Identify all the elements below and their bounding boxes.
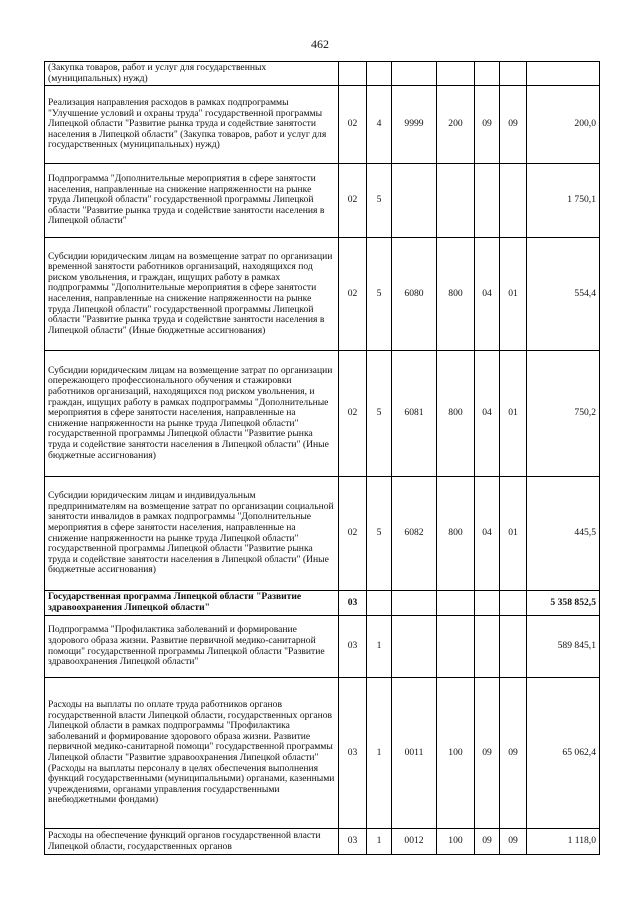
- subprogram-code: 1: [367, 829, 392, 855]
- direction-code: [392, 616, 437, 678]
- subsection-code: 01: [500, 477, 527, 591]
- subsection-code: [500, 616, 527, 678]
- amount: 589 845,1: [527, 616, 600, 678]
- subsection-code: [500, 591, 527, 616]
- row-name: Субсидии юридическим лицам и индивидуальным предпринимателям на возмещение затрат по организации социальной занятости инвалидов в рамках подпрограммы "Дополнительные мероприятия в сфере занятости населения, направленные на снижение напряженности на рынке труда Липецкой области" государственной программы Липецкой области "Развитие рынка труда и содействие занятости населения в Липецкой области" (Иные бюджетные ассигнования): [45, 477, 339, 591]
- amount: 1 118,0: [527, 829, 600, 855]
- row-name: Субсидии юридическим лицам на возмещение затрат по организации опережающего профессионального обучения и стажировки работников организаций, находящихся под риском увольнения, и граждан, ищущих работу в рамках подпрограммы "Дополнительные мероприятия в сфере занятости населения, направленные на снижение напряженности на рынке труда Липецкой области" государственной программы Липецкой области "Развитие рынка труда и содействие занятости населения в Липецкой области" (Иные бюджетные ассигнования): [45, 351, 339, 477]
- direction-code: 9999: [392, 86, 437, 164]
- program-code: 02: [339, 164, 367, 238]
- section-code: [475, 164, 500, 238]
- program-code: 02: [339, 86, 367, 164]
- subsection-code: 09: [500, 86, 527, 164]
- direction-code: 6082: [392, 477, 437, 591]
- expense-type-code: [437, 62, 475, 86]
- expense-type-code: [437, 616, 475, 678]
- section-code: 09: [475, 678, 500, 829]
- direction-code: [392, 164, 437, 238]
- section-code: [475, 62, 500, 86]
- amount: 5 358 852,5: [527, 591, 600, 616]
- subsection-code: 01: [500, 351, 527, 477]
- subprogram-code: 5: [367, 477, 392, 591]
- budget-table: [44, 61, 600, 855]
- section-code: 04: [475, 477, 500, 591]
- program-code: 02: [339, 351, 367, 477]
- section-code: 04: [475, 351, 500, 477]
- section-code: 04: [475, 238, 500, 351]
- section-code: 09: [475, 86, 500, 164]
- direction-code: [392, 591, 437, 616]
- table-row: [45, 678, 600, 829]
- subsection-code: [500, 62, 527, 86]
- amount: 445,5: [527, 477, 600, 591]
- row-name: Расходы на обеспечение функций органов государственной власти Липецкой области, государственных органов: [45, 829, 339, 855]
- table-row: [45, 829, 600, 855]
- table-row: [45, 351, 600, 477]
- table-row: [45, 616, 600, 678]
- program-code: 03: [339, 591, 367, 616]
- amount: 200,0: [527, 86, 600, 164]
- subprogram-code: [367, 62, 392, 86]
- section-code: [475, 616, 500, 678]
- subprogram-code: 1: [367, 678, 392, 829]
- amount: 65 062,4: [527, 678, 600, 829]
- direction-code: 6080: [392, 238, 437, 351]
- table-row: [45, 86, 600, 164]
- subprogram-code: 5: [367, 238, 392, 351]
- program-code: 03: [339, 616, 367, 678]
- table-row: [45, 591, 600, 616]
- row-name: Реализация направления расходов в рамках подпрограммы "Улучшение условий и охраны труда" государственной программы Липецкой области "Развитие рынка труда и содействие занятости населения в Липецкой области" (Закупка товаров, работ и услуг для государственных (муниципальных) нужд): [45, 86, 339, 164]
- expense-type-code: 800: [437, 238, 475, 351]
- expense-type-code: [437, 164, 475, 238]
- page-number: 462: [311, 37, 329, 51]
- row-name: Субсидии юридическим лицам на возмещение затрат по организации временной занятости работников организаций, находящихся под риском увольнения, и граждан, ищущих работу в рамках подпрограммы "Дополнительные мероприятия в сфере занятости населения, направленные на снижение напряженности на рынке труда Липецкой области" государственной программы Липецкой области "Развитие рынка труда и содействие занятости населения в Липецкой области" (Иные бюджетные ассигнования): [45, 238, 339, 351]
- section-code: [475, 591, 500, 616]
- direction-code: 6081: [392, 351, 437, 477]
- direction-code: [392, 62, 437, 86]
- direction-code: 0012: [392, 829, 437, 855]
- subsection-code: [500, 164, 527, 238]
- expense-type-code: [437, 591, 475, 616]
- program-code: 02: [339, 477, 367, 591]
- subprogram-code: 4: [367, 86, 392, 164]
- program-code: 03: [339, 678, 367, 829]
- row-name: Подпрограмма "Дополнительные мероприятия в сфере занятости населения, направленные на снижение напряженности на рынке труда Липецкой области" государственной программы Липецкой области "Развитие рынка труда и содействие занятости населения в Липецкой области": [45, 164, 339, 238]
- section-code: 09: [475, 829, 500, 855]
- program-code: [339, 62, 367, 86]
- amount: 750,2: [527, 351, 600, 477]
- row-name: Расходы на выплаты по оплате труда работников органов государственной власти Липецкой области, государственных органов Липецкой области в рамках подпрограммы "Профилактика заболеваний и формирование здорового образа жизни. Развитие первичной медико-санитарной помощи" государственной программы Липецкой области "Развитие здравоохранения Липецкой области" (Расходы на выплаты персоналу в целях обеспечения выполнения функций государственными (муниципальными) органами, казенными учреждениями, органами управления государственными внебюджетными фондами): [45, 678, 339, 829]
- table-row: [45, 238, 600, 351]
- program-code: 03: [339, 829, 367, 855]
- subprogram-code: 5: [367, 351, 392, 477]
- subsection-code: 09: [500, 678, 527, 829]
- expense-type-code: 800: [437, 351, 475, 477]
- amount: [527, 62, 600, 86]
- expense-type-code: 100: [437, 829, 475, 855]
- subsection-code: 01: [500, 238, 527, 351]
- row-name: (Закупка товаров, работ и услуг для государственных (муниципальных) нужд): [45, 62, 339, 86]
- subprogram-code: 1: [367, 616, 392, 678]
- expense-type-code: 200: [437, 86, 475, 164]
- subprogram-code: [367, 591, 392, 616]
- expense-type-code: 800: [437, 477, 475, 591]
- row-name: Подпрограмма "Профилактика заболеваний и формирование здорового образа жизни. Развитие первичной медико-санитарной помощи" государственной программы Липецкой области "Развитие здравоохранения Липецкой области": [45, 616, 339, 678]
- table-row: [45, 164, 600, 238]
- subsection-code: 09: [500, 829, 527, 855]
- program-code: 02: [339, 238, 367, 351]
- table-row: [45, 477, 600, 591]
- amount: 554,4: [527, 238, 600, 351]
- expense-type-code: 100: [437, 678, 475, 829]
- row-name: Государственная программа Липецкой области "Развитие здравоохранения Липецкой области": [45, 591, 339, 616]
- table-row: [45, 62, 600, 86]
- direction-code: 0011: [392, 678, 437, 829]
- subprogram-code: 5: [367, 164, 392, 238]
- amount: 1 750,1: [527, 164, 600, 238]
